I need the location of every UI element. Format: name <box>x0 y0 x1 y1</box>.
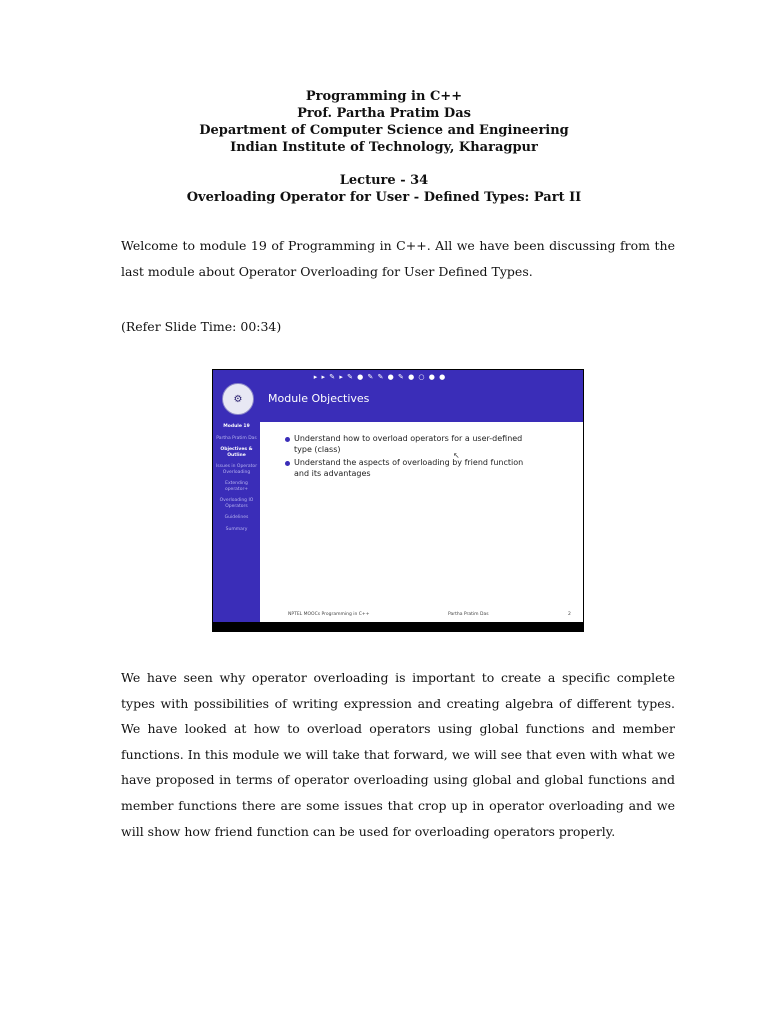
sidebar-item-module: Module 19 <box>223 424 250 429</box>
sidebar-item-objectives: Objectives & Outline <box>220 447 253 458</box>
lecture-title: Overloading Operator for User - Defined Types: Part II <box>186 190 582 205</box>
sidebar-item-author: Partha Pratim Das <box>216 435 257 441</box>
bullet-dot-icon <box>285 461 290 466</box>
intro-paragraph: Welcome to module 19 of Programming in C++. All we have been discussing from the last module about Operator Overloading for User Defined Types. <box>121 238 675 279</box>
slide-sidebar-items <box>214 424 259 538</box>
institute-logo-icon: ⚙ <box>222 383 254 415</box>
slide-toolbar: ▸ ▸ ✎ ▸ ✎ ● ✎ ✎ ● ✎ ● ○ ● ● <box>313 373 447 381</box>
slide-bullet-text: Understand the aspects of overloading by friend function and its advantages <box>294 458 524 478</box>
slide-sidebar <box>213 370 260 622</box>
slide-title: Module Objectives <box>268 392 370 405</box>
sidebar-item-issues: Issues in Operator Overloading <box>215 464 258 475</box>
professor-name: Prof. Partha Pratim Das <box>297 106 471 121</box>
sidebar-item-guidelines: Guidelines <box>224 515 249 520</box>
slide-footer-course: NPTEL MOOCs Programming in C++ <box>288 612 370 617</box>
slide-footer-author: Partha Pratim Das <box>448 612 489 617</box>
slide-bullet <box>285 458 540 479</box>
slide-bullet-list <box>285 434 540 482</box>
refer-slide-time: (Refer Slide Time: 00:34) <box>121 319 282 334</box>
sidebar-item-io-operators: Overloading IO Operators <box>219 498 254 509</box>
sidebar-item-summary: Summary <box>225 526 248 532</box>
lecture-number: Lecture - 34 <box>339 173 429 188</box>
slide-bullet-text: Understand how to overload operators for a user-defined type (class) <box>294 434 523 454</box>
institute-name: Indian Institute of Technology, Kharagpur <box>230 140 538 155</box>
slide-canvas <box>213 370 583 622</box>
sidebar-item-extending: Extending operator+ <box>224 481 249 492</box>
document-header <box>0 88 768 156</box>
mouse-cursor-icon: ↖ <box>453 451 460 460</box>
slide-bullet <box>285 434 540 455</box>
body-paragraph: We have seen why operator overloading is important to create a specific complete types with possibilities of writing expression and creating algebra of different types. We have looked at how to overload operators using global functions and member functions. In this module we will take that forward, we will see that even with what we have proposed in terms of operator overloading using global and global functions and member functions there are some issues that crop up in operator overloading and we will show how friend function can be used for overloading operators properly. <box>121 670 675 839</box>
slide-screenshot <box>212 369 584 632</box>
slide-footer-page: 2 <box>568 612 571 617</box>
lecture-heading <box>0 172 768 206</box>
department-name: Department of Computer Science and Engineering <box>199 123 569 138</box>
slide-footer <box>260 608 583 622</box>
course-title: Programming in C++ <box>305 89 463 104</box>
bullet-dot-icon <box>285 437 290 442</box>
